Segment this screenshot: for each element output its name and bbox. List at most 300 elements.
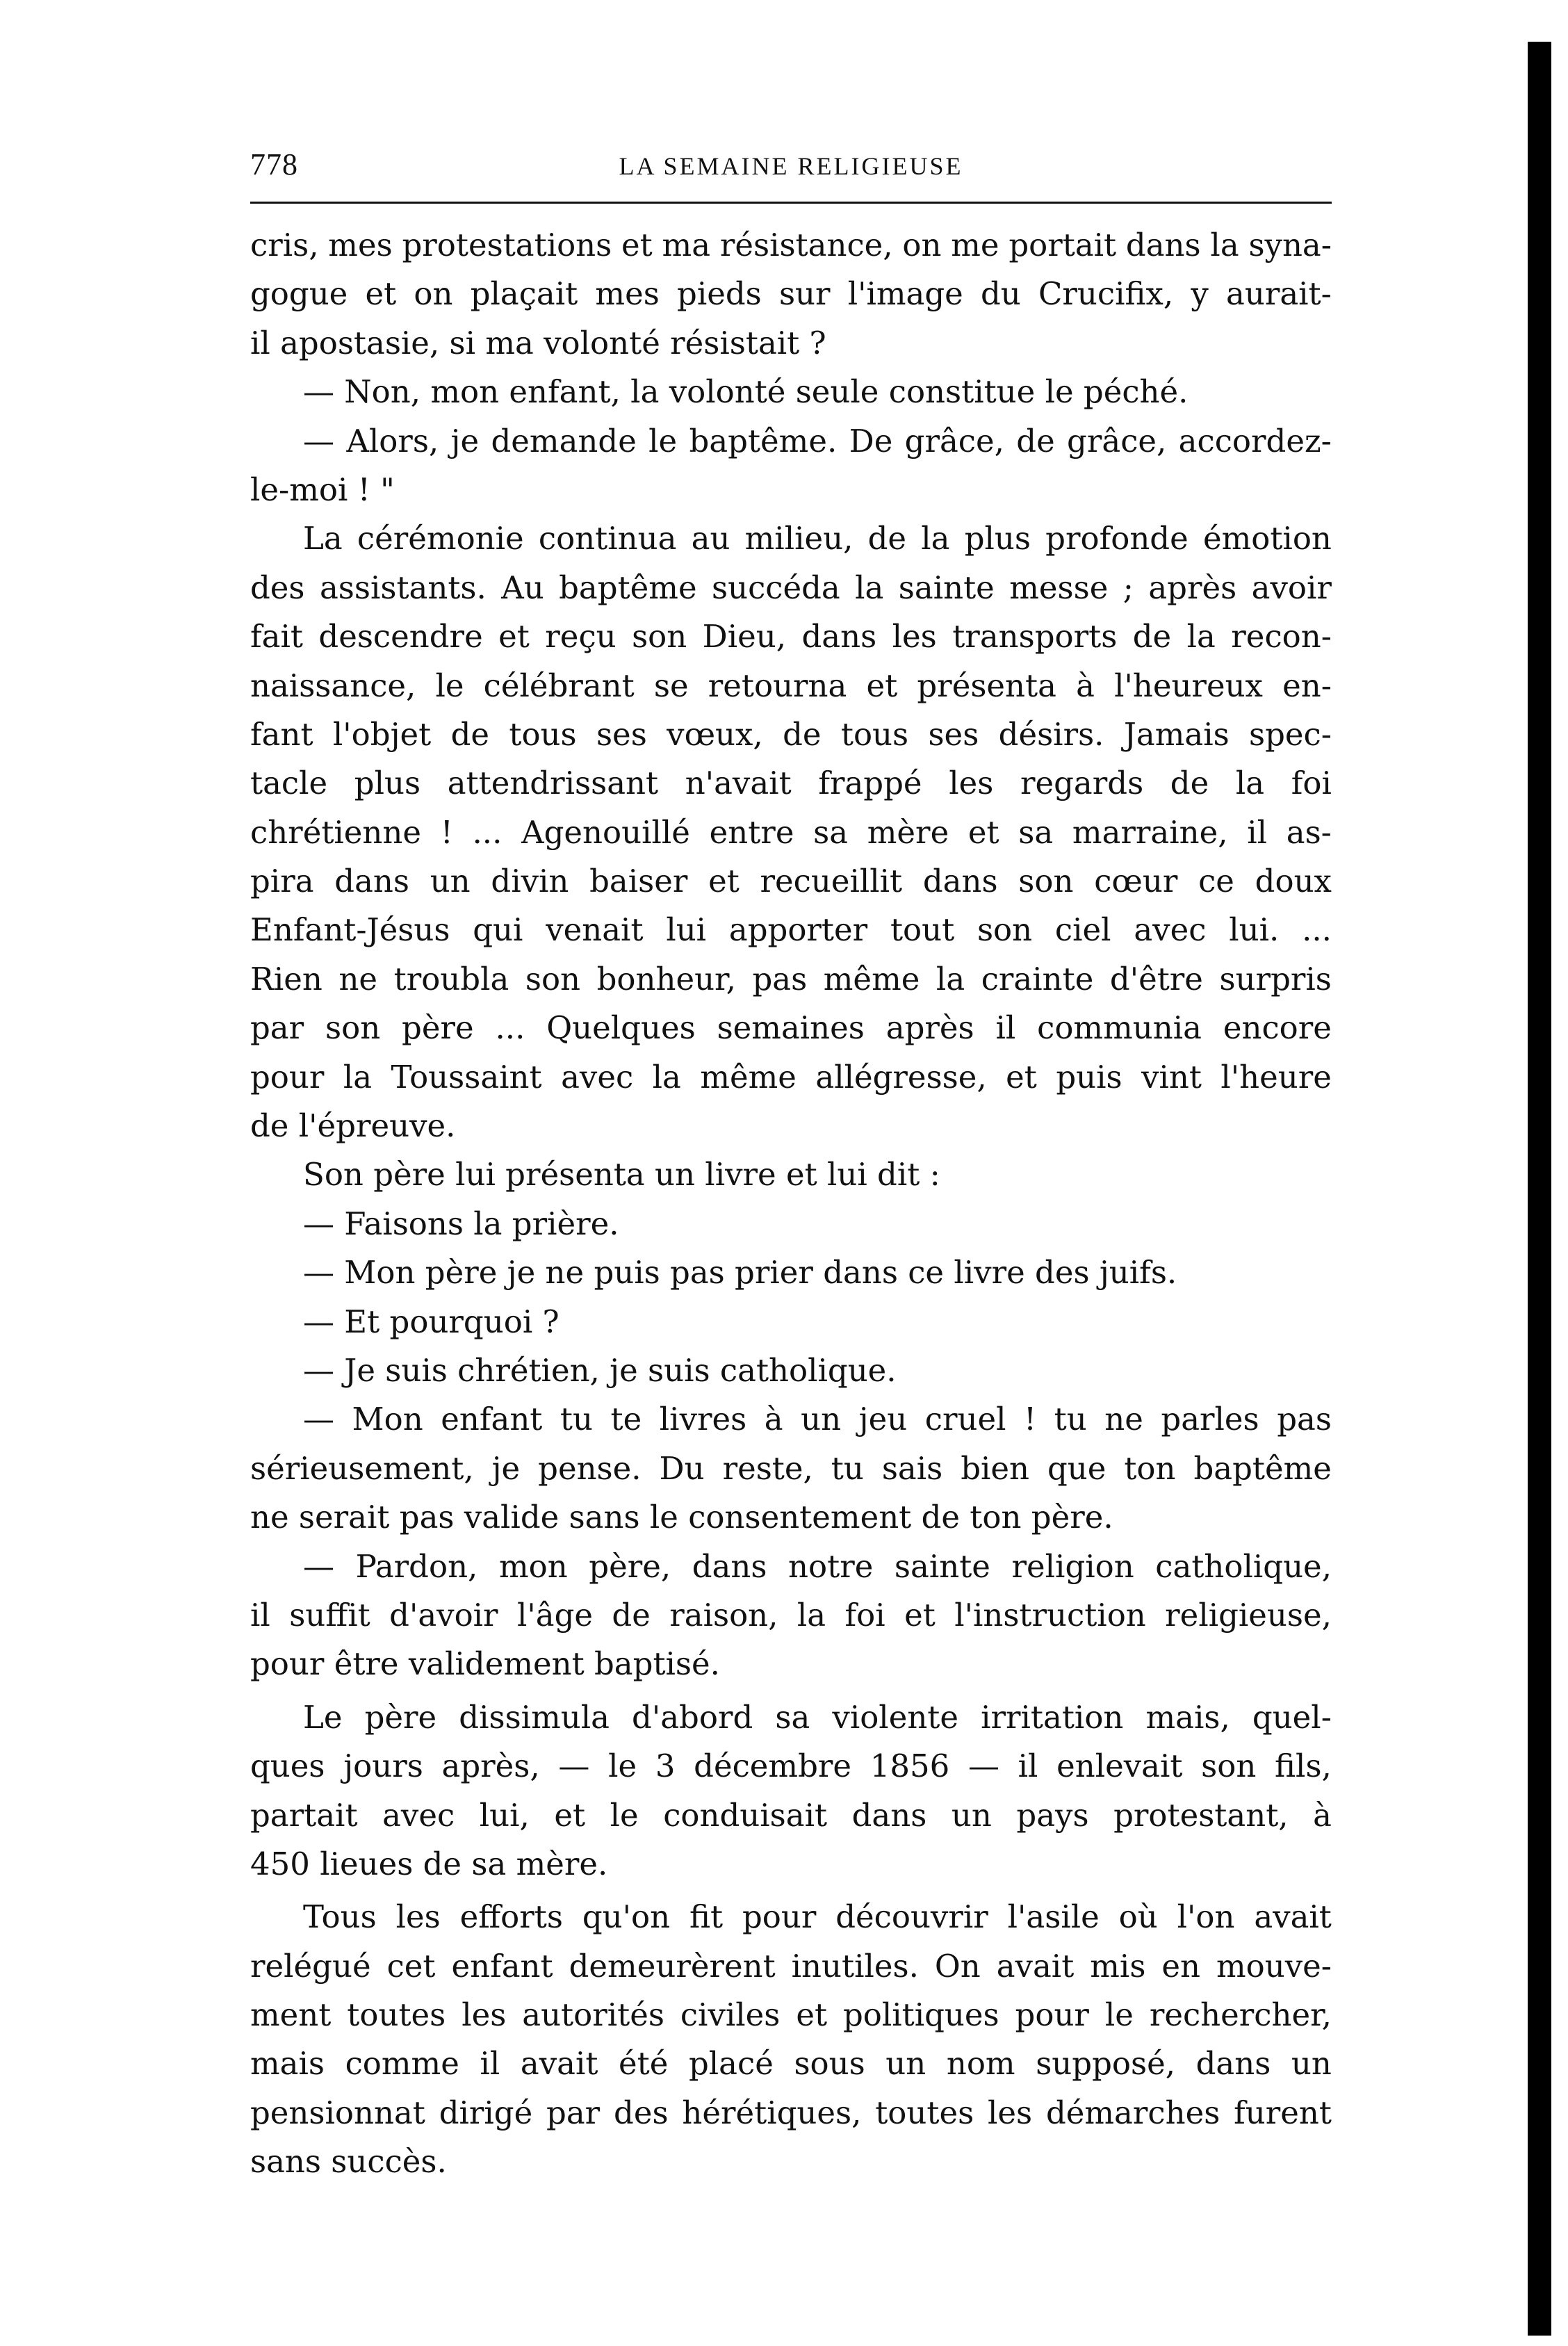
line-text: sans succès. xyxy=(250,2143,447,2181)
text-line xyxy=(250,857,1332,906)
word: le xyxy=(435,667,464,704)
word: venait xyxy=(546,911,644,949)
word: avec xyxy=(1134,911,1207,949)
word: descendre xyxy=(318,618,483,655)
line-text: — Mon père je ne puis pas prier dans ce livre des juifs. xyxy=(303,1254,1177,1292)
text-line xyxy=(250,319,1332,368)
word: fit xyxy=(689,1898,724,1936)
word: les xyxy=(395,1898,441,1936)
word: pays xyxy=(1016,1796,1089,1834)
word: baptême. xyxy=(689,422,838,459)
word: ! xyxy=(440,813,453,851)
word: cérémonie xyxy=(357,520,524,557)
word: été xyxy=(619,2045,669,2083)
word: troubla xyxy=(393,960,509,997)
word: Pardon, xyxy=(355,1547,478,1585)
word: après xyxy=(1148,569,1237,606)
text-line xyxy=(250,1893,1332,1941)
word: après, xyxy=(441,1748,540,1785)
word: mais xyxy=(250,2045,325,2083)
word: de xyxy=(1016,422,1055,459)
word: fait xyxy=(250,618,303,655)
word: mes xyxy=(328,227,393,263)
word: son xyxy=(632,618,687,655)
word: présenta xyxy=(917,667,1056,704)
line-text: — Et pourquoi ? xyxy=(303,1303,560,1340)
word: ... xyxy=(1302,911,1332,949)
word: fant xyxy=(250,715,313,753)
word: mais, xyxy=(1145,1698,1230,1736)
word: des xyxy=(614,2094,669,2131)
word: père xyxy=(402,1009,474,1047)
word: ment xyxy=(250,1996,332,2034)
word: transports xyxy=(952,618,1118,655)
word: cris, xyxy=(250,227,319,263)
word: avait xyxy=(520,2045,598,2083)
word: l'image xyxy=(847,275,963,313)
word: n'avait xyxy=(685,765,792,802)
word: 3 xyxy=(655,1748,676,1785)
word: Crucifix, xyxy=(1038,275,1174,313)
word: efforts xyxy=(459,1898,563,1936)
word: ses xyxy=(928,715,979,753)
word: d'abord xyxy=(632,1698,753,1736)
word: dans xyxy=(1195,2045,1271,2083)
word: de xyxy=(612,1596,651,1634)
word: Dieu, xyxy=(702,618,787,655)
word: parles xyxy=(1161,1401,1259,1438)
text-line xyxy=(250,1640,1332,1688)
text-line xyxy=(250,906,1332,954)
text-line xyxy=(250,514,1332,563)
word: le xyxy=(648,422,678,459)
word: dans xyxy=(922,863,998,900)
word: que xyxy=(1047,1449,1106,1487)
word: son xyxy=(1018,863,1074,900)
word: demeurèrent xyxy=(569,1947,776,1985)
word: tous xyxy=(840,715,909,753)
word: politiques xyxy=(842,1996,999,2034)
word: tu xyxy=(831,1449,864,1487)
line-text: ne serait pas valide sans le consentement de ton père. xyxy=(250,1499,1113,1536)
word: — xyxy=(303,1401,334,1438)
word: irritation xyxy=(981,1698,1124,1736)
word: lui xyxy=(666,911,707,949)
text-line xyxy=(250,662,1332,710)
word: un xyxy=(1291,2045,1332,2083)
word: ne xyxy=(338,960,378,997)
word: quel- xyxy=(1252,1698,1332,1736)
word: célébrant xyxy=(483,667,635,704)
word: ques xyxy=(250,1748,325,1785)
header-rule xyxy=(250,202,1332,204)
word: les xyxy=(892,618,937,655)
word: pense. xyxy=(538,1449,642,1487)
word: religion xyxy=(1011,1547,1134,1585)
word: avait xyxy=(1254,1898,1332,1936)
word: un xyxy=(951,1796,992,1834)
word: assistants. xyxy=(319,569,487,606)
word: la xyxy=(855,569,884,606)
word: placé xyxy=(688,2045,774,2083)
word: lui, xyxy=(479,1796,530,1834)
word: le xyxy=(608,1748,637,1785)
word: 1856 xyxy=(869,1748,950,1785)
word: mis xyxy=(1090,1947,1146,1985)
word: mouve- xyxy=(1216,1947,1332,1985)
word: plus xyxy=(354,765,421,802)
word: plus xyxy=(964,520,1031,557)
word: fils, xyxy=(1275,1748,1332,1785)
word: de xyxy=(867,520,907,557)
word: hérétiques, xyxy=(682,2094,862,2131)
word: accordez- xyxy=(1178,422,1332,459)
word: son xyxy=(325,1009,381,1047)
word: en- xyxy=(1282,667,1332,704)
word: les xyxy=(949,765,994,802)
word: semaines xyxy=(717,1009,865,1047)
word: rechercher, xyxy=(1149,1996,1332,2034)
word: les xyxy=(988,2094,1033,2131)
text-line xyxy=(250,2039,1332,2088)
word: Du xyxy=(659,1449,705,1487)
word: sa xyxy=(775,1698,810,1736)
word: de xyxy=(1132,618,1172,655)
word: doux xyxy=(1255,863,1332,900)
word: toutes xyxy=(347,1996,446,2034)
text-line xyxy=(250,1991,1332,2039)
word: De xyxy=(849,422,893,459)
word: dans xyxy=(692,1547,767,1585)
text-line xyxy=(250,1248,1332,1297)
word: dans xyxy=(801,618,877,655)
word: syna- xyxy=(1248,227,1332,263)
word: et xyxy=(904,1596,936,1634)
word: puis xyxy=(1056,1058,1122,1095)
line-text: — Je suis chrétien, je suis catholique. xyxy=(303,1351,897,1389)
word: l'heure xyxy=(1220,1058,1332,1095)
word: cet xyxy=(386,1947,436,1985)
text-line xyxy=(250,270,1332,318)
word: protestations xyxy=(402,227,612,263)
word: partait xyxy=(250,1796,358,1834)
scan-edge-shadow xyxy=(1528,42,1551,2336)
word: profonde xyxy=(1045,520,1189,557)
word: mes xyxy=(595,275,660,313)
word: — xyxy=(303,422,334,459)
text-line xyxy=(250,2137,1332,2186)
word: un xyxy=(801,1401,842,1438)
word: ! xyxy=(1024,1401,1037,1438)
word: je xyxy=(491,1449,521,1487)
word: divin xyxy=(491,863,569,900)
word: On xyxy=(934,1947,981,1985)
word: foi xyxy=(844,1596,885,1634)
word: crainte xyxy=(981,960,1094,997)
word: et xyxy=(365,275,397,313)
word: et xyxy=(796,1996,828,2034)
word: pieds xyxy=(677,275,762,313)
word: enlevait xyxy=(1056,1748,1183,1785)
word: avec xyxy=(561,1058,634,1095)
word: et xyxy=(554,1796,586,1834)
word: jours xyxy=(343,1748,423,1785)
word: sainte xyxy=(898,569,995,606)
word: sur xyxy=(778,275,831,313)
text-line xyxy=(250,1444,1332,1493)
word: la xyxy=(652,1058,681,1095)
word: dans xyxy=(1125,227,1201,263)
word: pour xyxy=(1015,1996,1089,2034)
word: tu xyxy=(560,1401,593,1438)
word: au xyxy=(691,520,730,557)
word: il xyxy=(480,2045,500,2083)
text-line xyxy=(250,759,1332,808)
word: violente xyxy=(832,1698,959,1736)
word: mon xyxy=(498,1547,568,1585)
text-line xyxy=(250,1542,1332,1591)
word: dissimula xyxy=(459,1698,610,1736)
word: dans xyxy=(851,1796,927,1834)
text-line xyxy=(250,1742,1332,1791)
word: son xyxy=(977,911,1033,949)
line-text: — Faisons la prière. xyxy=(303,1205,619,1242)
word: notre xyxy=(788,1547,874,1585)
word: émotion xyxy=(1202,520,1332,557)
line-text: 450 lieues de sa mère. xyxy=(250,1845,608,1882)
word: Toussaint xyxy=(391,1058,542,1095)
text-line xyxy=(250,1053,1332,1102)
word: sainte xyxy=(894,1547,990,1585)
word: et xyxy=(708,863,740,900)
word: naissance, xyxy=(250,667,416,704)
word: entre xyxy=(709,813,794,851)
word: et xyxy=(866,667,898,704)
word: enfant xyxy=(441,1401,543,1438)
word: demande xyxy=(491,422,637,459)
word: de xyxy=(450,715,490,753)
word: catholique, xyxy=(1155,1547,1332,1585)
word: milieu, xyxy=(744,520,854,557)
word: même xyxy=(700,1058,797,1095)
word: sais xyxy=(881,1449,943,1487)
text-line xyxy=(250,955,1332,1004)
word: foi xyxy=(1291,765,1332,802)
word: vœux, xyxy=(667,715,763,753)
word: sous xyxy=(794,2045,865,2083)
word: il xyxy=(1018,1748,1038,1785)
word: avait xyxy=(996,1947,1075,1985)
word: pira xyxy=(250,863,314,900)
word: attendrissant xyxy=(447,765,659,802)
line-text: — Non, mon enfant, la volonté seule constitue le péché. xyxy=(303,373,1189,411)
word: dans xyxy=(334,863,409,900)
word: et xyxy=(967,813,999,851)
page-header xyxy=(250,140,1332,189)
word: ses xyxy=(596,715,647,753)
word: l'heureux xyxy=(1114,667,1263,704)
word: même xyxy=(823,960,920,997)
word: comme xyxy=(345,2045,459,2083)
word: qu'on xyxy=(582,1898,671,1936)
word: ton xyxy=(1124,1449,1176,1487)
word: Au xyxy=(501,569,544,606)
text-line xyxy=(250,1395,1332,1444)
word: je xyxy=(450,422,480,459)
word: baiser xyxy=(589,863,688,900)
word: toutes xyxy=(875,2094,974,2131)
word: d'avoir xyxy=(389,1596,498,1634)
word: à xyxy=(764,1401,783,1438)
word: retourna xyxy=(708,667,847,704)
word: ciel xyxy=(1054,911,1111,949)
word: l'on xyxy=(1177,1898,1235,1936)
text-line xyxy=(250,1693,1332,1742)
word: nom xyxy=(946,2045,1015,2083)
word: tous xyxy=(509,715,577,753)
word: la xyxy=(1210,227,1239,263)
text-line xyxy=(250,1298,1332,1346)
word: ma xyxy=(662,227,711,263)
word: découvrir xyxy=(835,1898,988,1936)
word: pas xyxy=(752,960,808,997)
word: spec- xyxy=(1249,715,1332,753)
word: la xyxy=(797,1596,826,1634)
word: mère xyxy=(867,813,949,851)
word: en xyxy=(1161,1947,1200,1985)
word: — xyxy=(303,1547,334,1585)
word: l'objet xyxy=(332,715,432,753)
word: avec xyxy=(382,1796,455,1834)
word: désirs. xyxy=(998,715,1104,753)
word: relégué xyxy=(250,1947,371,1985)
word: bien xyxy=(961,1449,1029,1487)
word: as- xyxy=(1286,813,1332,851)
text-line xyxy=(250,1840,1332,1889)
word: père xyxy=(364,1698,437,1736)
word: Le xyxy=(303,1698,343,1736)
word: La xyxy=(303,520,343,557)
text-line xyxy=(250,221,1332,270)
word: l'instruction xyxy=(954,1596,1146,1634)
word: Quelques xyxy=(546,1009,696,1047)
word: conduisait xyxy=(663,1796,828,1834)
word: l'âge xyxy=(516,1596,594,1634)
word: sa xyxy=(813,813,849,851)
word: on xyxy=(902,227,942,263)
word: de xyxy=(1170,765,1209,802)
word: jeu xyxy=(858,1401,908,1438)
word: la xyxy=(936,960,965,997)
word: se xyxy=(653,667,689,704)
word: furent xyxy=(1234,2094,1332,2131)
text-line xyxy=(250,1200,1332,1248)
text-line xyxy=(250,417,1332,466)
word: marraine, xyxy=(1072,813,1228,851)
word: après xyxy=(885,1009,974,1047)
page-number: 778 xyxy=(250,147,298,181)
word: autorités xyxy=(522,1996,664,2034)
line-text: de l'épreuve. xyxy=(250,1107,456,1145)
word: continua xyxy=(538,520,677,557)
word: Jamais xyxy=(1123,715,1230,753)
word: et xyxy=(1006,1058,1037,1095)
word: résistance, xyxy=(719,227,893,263)
word: du xyxy=(981,275,1021,313)
word: des xyxy=(250,569,305,606)
word: l'asile xyxy=(1007,1898,1100,1936)
word: succéda xyxy=(712,569,840,606)
word: Tous xyxy=(303,1898,377,1936)
text-line xyxy=(250,1102,1332,1150)
word: protestant, xyxy=(1113,1796,1289,1834)
word: grâce, xyxy=(1067,422,1167,459)
text-line xyxy=(250,368,1332,416)
word: regards xyxy=(1020,765,1144,802)
word: chrétienne xyxy=(250,813,422,851)
word: un xyxy=(430,863,471,900)
word: recon- xyxy=(1231,618,1332,655)
word: la xyxy=(921,520,950,557)
word: surpris xyxy=(1219,960,1332,997)
word: Mon xyxy=(352,1401,423,1438)
word: lui. xyxy=(1229,911,1280,949)
word: recueillit xyxy=(760,863,903,900)
word: aurait- xyxy=(1226,275,1332,313)
word: raison, xyxy=(669,1596,778,1634)
word: de xyxy=(783,715,822,753)
word: par xyxy=(546,2094,601,2131)
word: te xyxy=(610,1401,642,1438)
word: son xyxy=(1201,1748,1257,1785)
word: y xyxy=(1191,275,1209,313)
word: le xyxy=(610,1796,639,1834)
word: pas xyxy=(1277,1401,1332,1438)
word: suffit xyxy=(289,1596,370,1634)
word: supposé, xyxy=(1036,2045,1176,2083)
line-text: Son père lui présenta un livre et lui dit : xyxy=(303,1156,940,1194)
word: — xyxy=(967,1748,999,1785)
word: qui xyxy=(473,911,523,949)
word: tout xyxy=(890,911,955,949)
word: frappé xyxy=(818,765,922,802)
word: me xyxy=(951,227,999,263)
text-line xyxy=(250,1791,1332,1840)
word: où xyxy=(1118,1898,1158,1936)
word: il xyxy=(1247,813,1268,851)
word: la xyxy=(1235,765,1265,802)
word: et xyxy=(498,618,530,655)
word: livres xyxy=(659,1401,747,1438)
word: inutiles. xyxy=(791,1947,919,1985)
text-line xyxy=(250,1493,1332,1542)
text-line xyxy=(250,2089,1332,2137)
word: allégresse, xyxy=(815,1058,987,1095)
word: Alors, xyxy=(346,422,439,459)
word: — xyxy=(558,1748,590,1785)
word: grâce, xyxy=(904,422,1004,459)
word: le xyxy=(1104,1996,1134,2034)
word: sa xyxy=(1018,813,1054,851)
word: par xyxy=(250,1009,304,1047)
word: à xyxy=(1313,1796,1332,1834)
word: vint xyxy=(1141,1058,1202,1095)
text-line xyxy=(250,1150,1332,1199)
word: pour xyxy=(250,1058,325,1095)
word: démarches xyxy=(1045,2094,1220,2131)
line-text: pour être validement baptisé. xyxy=(250,1645,720,1683)
word: baptême xyxy=(559,569,697,606)
